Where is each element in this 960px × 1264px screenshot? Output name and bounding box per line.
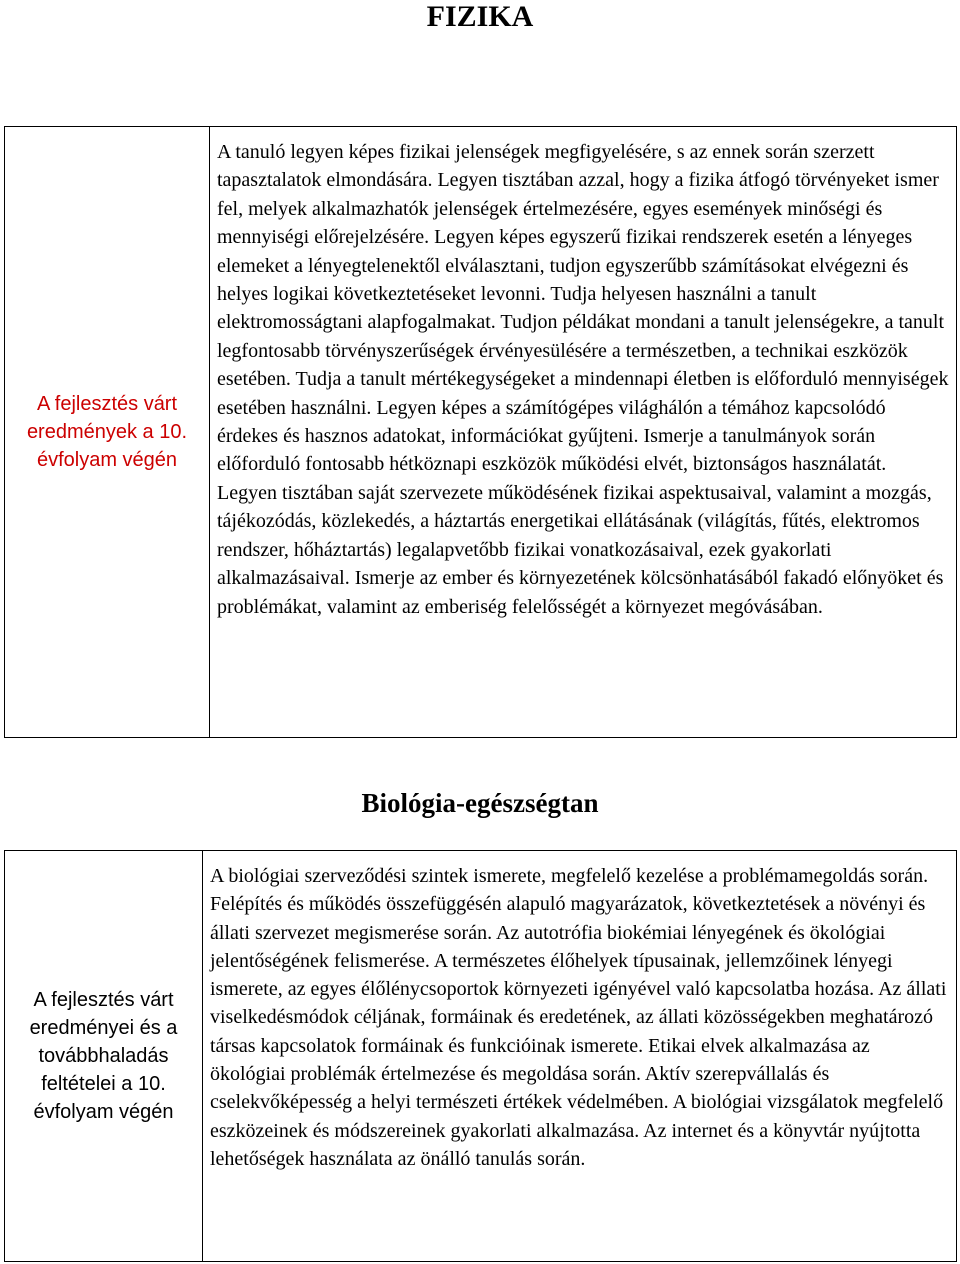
fizika-text: A tanuló legyen képes fizikai jelenségek megfigyelésére, s az ennek során szerzett tapasztalatok elmondására. Legyen tisztában azzal, hogy a fizika átfogó törvényeket ismer fel, melyek alkalmazhatók jelenségek értelmezésére, egyes események minőségi és mennyiségi előrejelzésére. Legyen képes egyszerű fizikai rendszerek esetén a lényeges elemeket a lényegtelenektől elválasztani, tudjon egyszerűbb számításokat elvégezni és helyes logikai következtetéseket levonni. Tudja helyesen használni a tanult elektromosságtani alapfogalmakat. Tudjon példákat mondani a tanult jelenségekre, a tanult legfontosabb törvényszerűségek érvényesülésére a természetben, a technikai eszközök esetében. Tudja a tanult mértékegységeket a mindennapi életben is előforduló mennyiségek esetében használni. Legyen képes a számítógépes világhálón a témához kapcsolódó érdekes és hasznos adatokat, információkat gyűjteni. Ismerje a tanulmányok során előforduló fontosabb hétköznapi eszközök működési elvét, biztonságos használatát. Legyen tisztában saját szervezete működésének fizikai aspektusaival, valamint a mozgás, tájékozódás, közlekedés, a háztartás energetikai ellátásának (világítás, fűtés, elektromos rendszer, hőháztartás) legalapvetőbb fizikai vonatkozásaival, ezek gyakorlati alkalmazásaival. Ismerje az ember és környezetének kölcsönhatásából fakadó előnyöket és problémákat, valamint az emberiség felelősségét a környezet megóvásában. (217, 141, 949, 618)
biologia-label-cell (5, 851, 203, 1261)
biologia-title: Biológia-egészségtan (361, 788, 599, 818)
biologia-table (4, 850, 957, 1262)
biologia-label: A fejlesztés várt eredményei és a továbbhaladás feltételei a 10. évfolyam végén (29, 989, 178, 1123)
fizika-label: A fejlesztés várt eredmények a 10. évfolyam végén (26, 393, 188, 471)
fizika-label-cell (5, 127, 210, 737)
fizika-text-cell (210, 127, 956, 737)
page-title: FIZIKA (426, 0, 534, 33)
biologia-text-cell (203, 851, 956, 1261)
fizika-table (4, 126, 957, 738)
biologia-text: A biológiai szerveződési szintek ismerete, megfelelő kezelése a problémamegoldás során. Felépítés és működés összefüggésén alapuló magyarázatok, következtetések a növényi és állati szervezet megismerése során. Az autotrófia biokémiai lényegének és ökológiai jelentőségének felismerése. A természetes élőhelyek típusainak, jellemzőinek lényegi ismerete, az egyes élőlénycsoportok környezeti igényével való kapcsolatba hozása. Az állati viselkedésmódok céljának, formáinak és eredetének, az állati közösségekben meghatározó társas kapcsolatok formáinak és funkcióinak ismerete. Etikai elvek alkalmazása az ökológiai problémák értelmezése és megoldása során. Aktív szerepvállalás és cselekvőképesség a helyi természeti értékek védelmében. A biológiai vizsgálatok megfelelő eszközeinek és módszereinek gyakorlati alkalmazása. Az internet és a könyvtár nyújtotta lehetőségek használata az önálló tanulás során. (210, 865, 947, 1170)
